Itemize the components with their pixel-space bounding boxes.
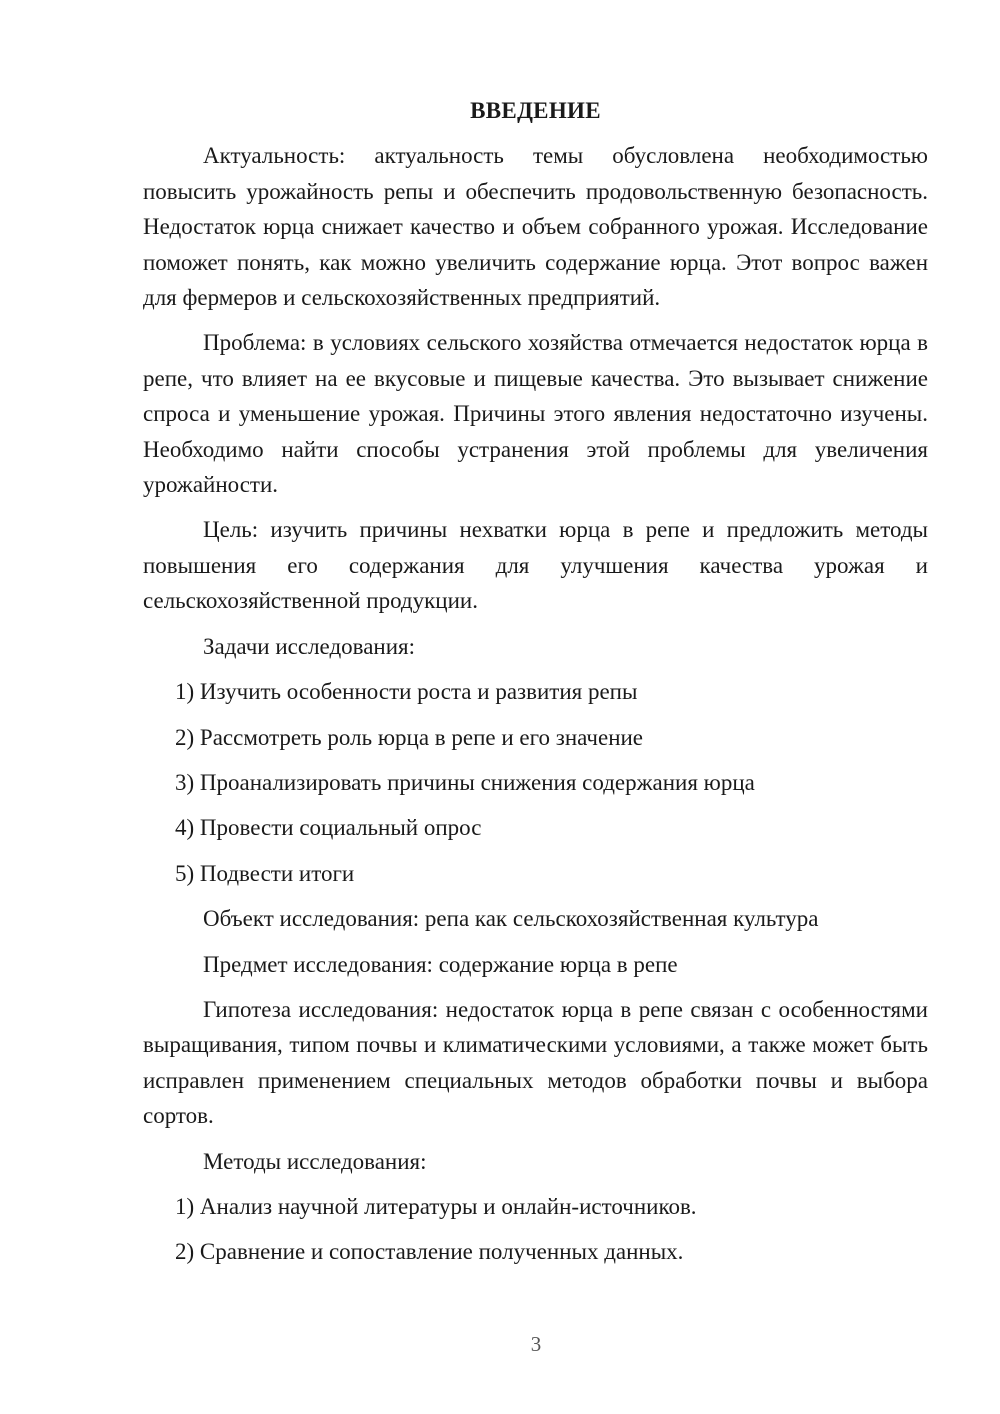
methods-title: Методы исследования: bbox=[203, 1148, 427, 1174]
paragraph-goal: Цель: изучить причины нехватки юрца в репе и предложить методы повышения его содержания для улучшения качества урожая и сельскохозяйственной продукции. bbox=[143, 517, 928, 614]
paragraph-relevance: Актуальность: актуальность темы обусловлена необходимостью повысить урожайность репы и обеспечить продовольственную безопасность. Недостаток юрца снижает качество и объем собранного урожая. Исследование поможет понять, как можно увеличить содержание юрца. Этот вопрос важен для фермеров и сельскохозяйственных предприятий. bbox=[143, 143, 928, 311]
page-number: 3 bbox=[530, 1332, 542, 1356]
paragraph-hypothesis: Гипотеза исследования: недостаток юрца в репе связан с особенностями выращивания, типом почвы и климатическими условиями, а также может быть исправлен применением специальных методов обработки почвы и выбора сортов. bbox=[143, 996, 928, 1129]
page-title: ВВЕДЕНИЕ bbox=[470, 98, 601, 123]
paragraph-problem: Проблема: в условиях сельского хозяйства отмечается недостаток юрца в репе, что влияет на ее вкусовые и пищевые качества. Это вызывает снижение спроса и уменьшение урожая. Причины этого явления недостаточно изучены. Необходимо найти способы устранения этой проблемы для увеличения урожайности. bbox=[143, 330, 928, 498]
list-item-task-2: 2) Рассмотреть роль юрца в репе и его значение bbox=[175, 724, 644, 750]
paragraph-subject: Предмет исследования: содержание юрца в репе bbox=[203, 951, 678, 977]
paragraph-object: Объект исследования: репа как сельскохозяйственная культура bbox=[203, 906, 819, 932]
document-content bbox=[143, 93, 928, 1280]
list-item-method-1: 1) Анализ научной литературы и онлайн-источников. bbox=[175, 1193, 697, 1219]
tasks-title: Задачи исследования: bbox=[203, 633, 416, 659]
list-item-task-4: 4) Провести социальный опрос bbox=[175, 815, 482, 841]
list-item-task-3: 3) Проанализировать причины снижения содержания юрца bbox=[175, 769, 755, 795]
list-item-task-5: 5) Подвести итоги bbox=[175, 860, 355, 886]
list-item-task-1: 1) Изучить особенности роста и развития репы bbox=[175, 679, 638, 705]
list-item-method-2: 2) Сравнение и сопоставление полученных данных. bbox=[175, 1239, 684, 1265]
